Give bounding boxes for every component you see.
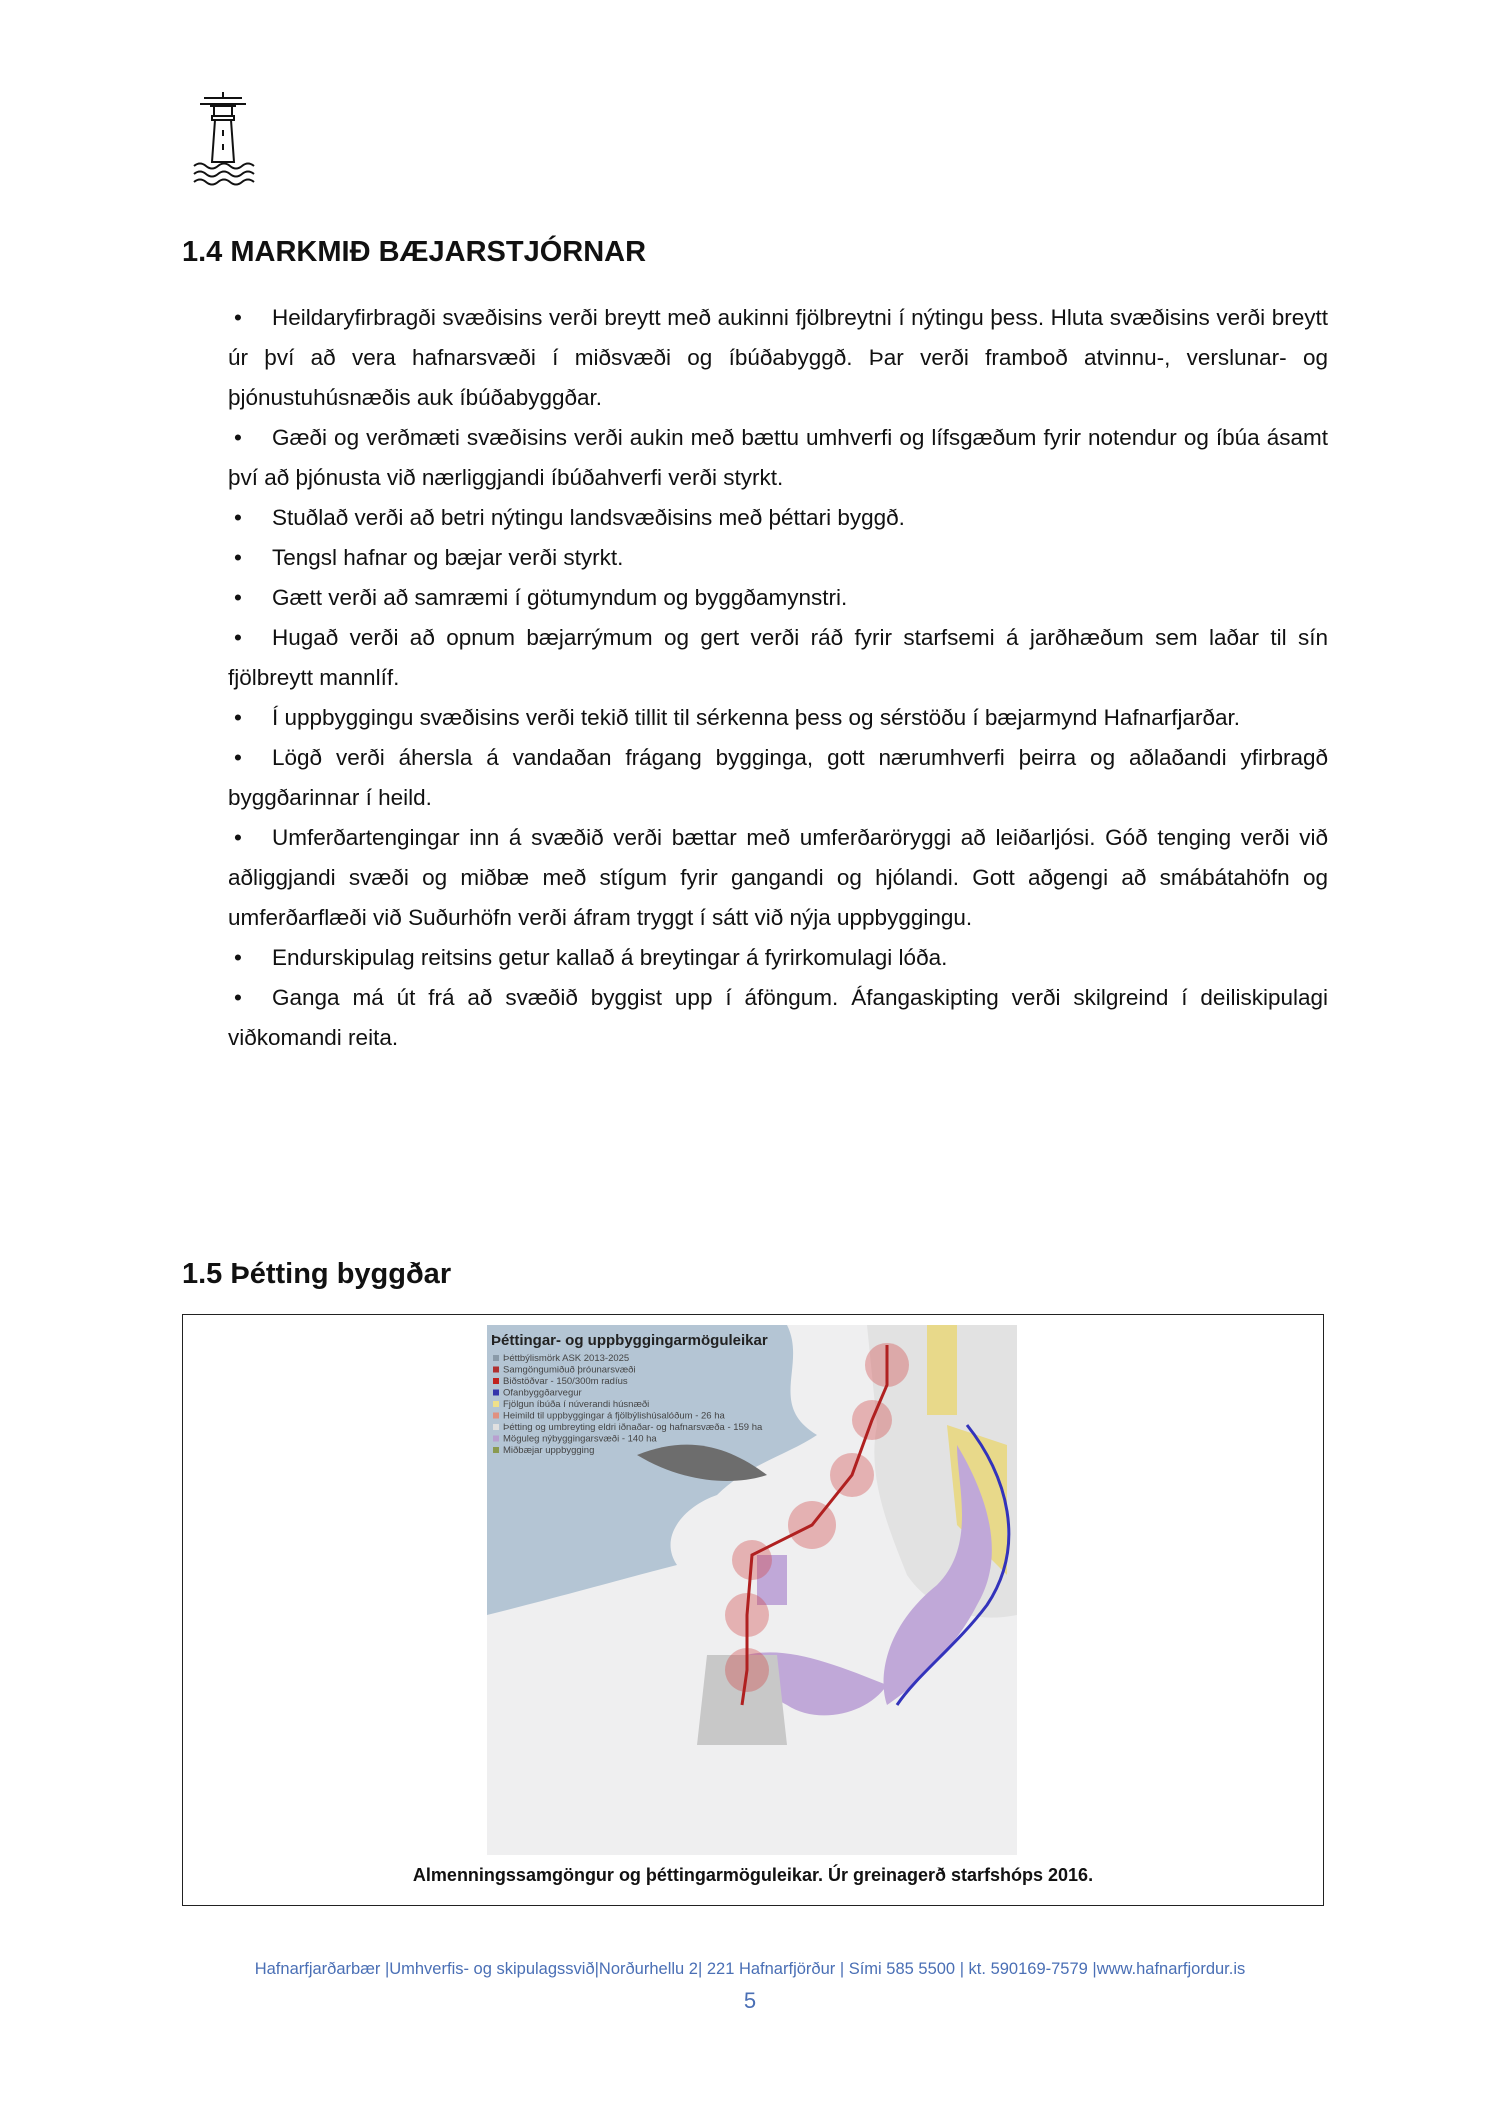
densification-map [487,1325,1017,1855]
bullet-icon: • [234,625,242,650]
goal-text: Í uppbyggingu svæðisins verði tekið tillit til sérkenna þess og sérstöðu í bæjarmynd Hafnarfjarðar. [272,705,1240,730]
goal-text: Gæði og verðmæti svæðisins verði aukin með bættu umhverfi og lífsgæðum fyrir notendur og íbúa ásamt því að þjónusta við nærliggjandi íbúðahverfi verði styrkt. [228,425,1328,490]
legend-swatch [493,1390,499,1396]
goal-text: Heildaryfirbragði svæðisins verði breytt með aukinni fjölbreytni í nýtingu þess. Hluta svæðisins verði breytt úr því að vera hafnarsvæði í miðsvæði og íbúðabyggð. Þar verði framboð atvinnu-, verslunar- og þjónustuhúsnæðis auk íbúðabyggðar. [228,305,1328,410]
goal-text: Stuðlað verði að betri nýtingu landsvæðisins með þéttari byggð. [272,505,905,530]
map-title: Þéttingar- og uppbyggingarmöguleikar [491,1332,768,1349]
bullet-icon: • [234,505,242,530]
legend-swatch [493,1378,499,1384]
goal-text: Endurskipulag reitsins getur kallað á breytingar á fyrirkomulagi lóða. [272,945,948,970]
bullet-icon: • [234,825,242,850]
legend-label: Miðbæjar uppbygging [503,1445,595,1456]
goal-item [228,978,1328,1058]
bullet-icon: • [234,585,242,610]
goal-item [228,938,1328,978]
goal-item [228,738,1328,818]
legend-label: Ofanbyggðarvegur [503,1387,582,1399]
bullet-icon: • [234,985,242,1010]
legend-label: Þéttbýlismörk ASK 2013-2025 [503,1353,630,1364]
legend-label: Biðstöðvar - 150/300m radíus [503,1376,628,1387]
legend-swatch [493,1413,499,1419]
goal-item [228,578,1328,618]
legend-swatch [493,1367,499,1373]
bullet-icon: • [234,305,242,330]
goal-item [228,298,1328,418]
goal-item [228,498,1328,538]
goal-text: Ganga má út frá að svæðið byggist upp í áföngum. Áfangaskipting verði skilgreind í deiliskipulagi viðkomandi reita. [228,985,1328,1050]
goal-item [228,618,1328,698]
goal-text: Hugað verði að opnum bæjarrýmum og gert verði ráð fyrir starfsemi á jarðhæðum sem laðar til sín fjölbreytt mannlíf. [228,625,1328,690]
goal-item [228,418,1328,498]
legend-swatch [493,1436,499,1442]
bullet-icon: • [234,705,242,730]
footer-contact: Hafnarfjarðarbær |Umhverfis- og skipulagssvið|Norðurhellu 2| 221 Hafnarfjörður | Sími 585 5500 | kt. 590169-7579 |www.hafnarfjordur.is [254,1960,1246,1978]
goal-item [228,818,1328,938]
legend-swatch [493,1401,499,1407]
legend-label: Möguleg nýbyggingarsvæði - 140 ha [503,1433,657,1445]
figure-caption: Almenningssamgöngur og þéttingarmöguleikar. Úr greinagerð starfshóps 2016. [412,1865,1094,1885]
legend-swatch [493,1355,499,1361]
goal-text: Lögð verði áhersla á vandaðan frágang bygginga, gott nærumhverfi þeirra og aðlaðandi yfirbragð byggðarinnar í heild. [228,745,1328,810]
lighthouse-logo-icon [190,90,256,186]
bullet-icon: • [234,745,242,770]
goal-item [228,538,1328,578]
goal-text: Umferðartengingar inn á svæðið verði bættar með umferðaröryggi að leiðarljósi. Góð tenging verði við aðliggjandi svæði og miðbæ með stígum fyrir gangandi og hjólandi. Gott aðgengi að smábátahöfn og umferðarflæði við Suðurhöfn verði áfram tryggt í sátt við nýja uppbyggingu. [228,825,1328,930]
bullet-icon: • [234,425,242,450]
page-number: 5 [743,1988,757,2013]
legend-label: Fjölgun íbúða í núverandi húsnæði [503,1399,650,1410]
section-heading-1-4: 1.4 MARKMIÐ BÆJARSTJÓRNAR [182,236,647,268]
legend-label: Heimild til uppbyggingar á fjölbýlishúsalóðum - 26 ha [503,1410,725,1422]
figure-box [182,1314,1324,1906]
legend-label: Þétting og umbreyting eldri iðnaðar- og hafnarsvæða - 159 ha [503,1422,763,1433]
legend-swatch [493,1447,499,1453]
section-heading-1-5: 1.5 Þétting byggðar [182,1258,452,1290]
bullet-icon: • [234,545,242,570]
goal-text: Gætt verði að samræmi í götumyndum og byggðamynstri. [272,585,848,610]
goal-item [228,698,1328,738]
legend-label: Samgöngumiðuð þróunarsvæði [503,1364,636,1376]
goals-list [228,298,1328,1058]
legend-swatch [493,1424,499,1430]
goal-text: Tengsl hafnar og bæjar verði styrkt. [272,545,624,570]
bullet-icon: • [234,945,242,970]
